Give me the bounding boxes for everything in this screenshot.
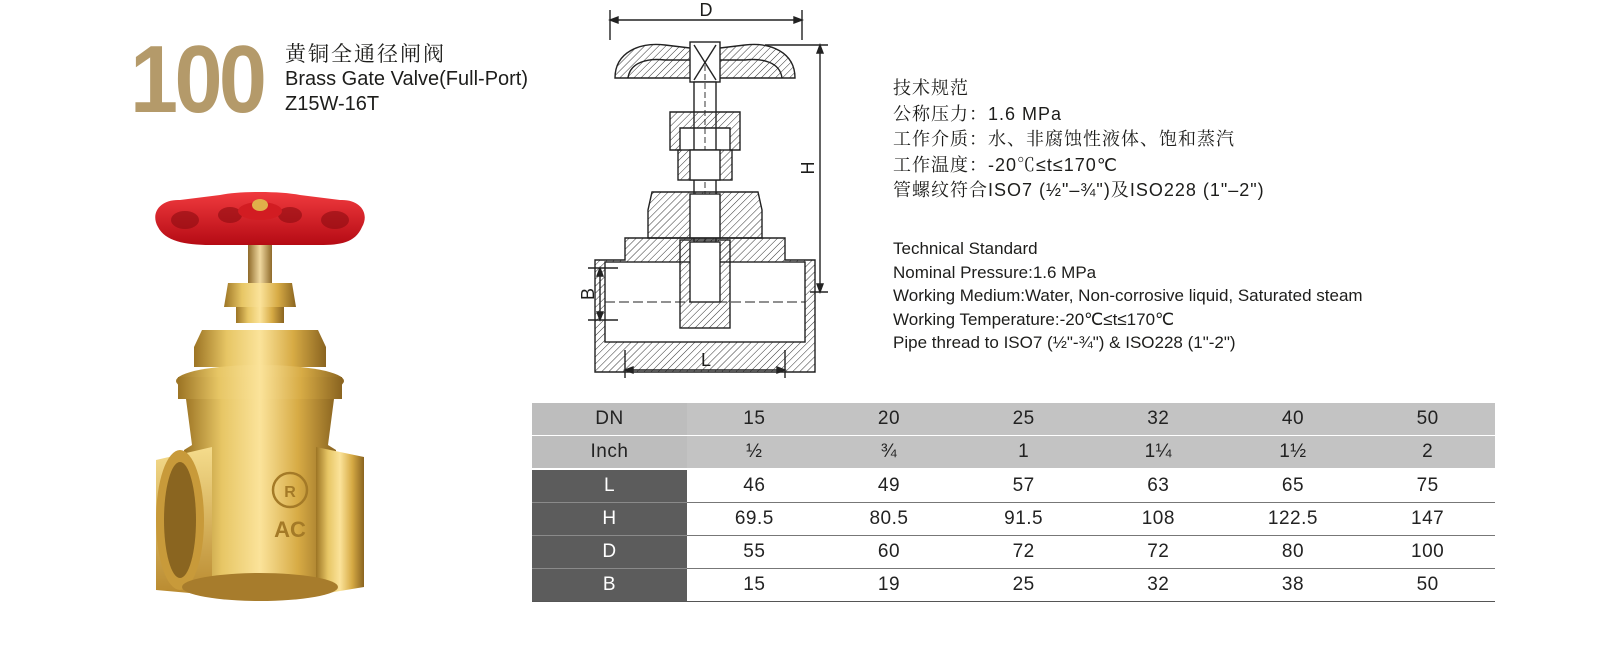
dimension-label-d: D xyxy=(699,0,713,20)
table-cell: 46 xyxy=(687,469,822,503)
table-cell: ½ xyxy=(687,436,822,470)
table-cell: 25 xyxy=(956,403,1091,436)
table-cell: 122.5 xyxy=(1226,503,1361,536)
svg-text:R: R xyxy=(284,484,296,501)
table-row-l xyxy=(532,469,1495,503)
table-row-b xyxy=(532,569,1495,602)
table-cell: 65 xyxy=(1226,469,1361,503)
table-cell: 2 xyxy=(1360,436,1495,470)
product-title-en: Brass Gate Valve(Full-Port) xyxy=(285,68,529,90)
spec-en-heading: Technical Standard xyxy=(893,239,1038,258)
table-cell: 69.5 xyxy=(687,503,822,536)
table-cell: 38 xyxy=(1226,569,1361,602)
model-code: Z15W-16T xyxy=(285,93,380,115)
row-label: H xyxy=(532,503,687,536)
table-cell: 91.5 xyxy=(956,503,1091,536)
spec-en-line: Working Temperature:-20℃≤t≤170℃ xyxy=(893,309,1175,329)
table-cell: 72 xyxy=(1091,536,1226,569)
spec-zh-line: 管螺纹符合ISO7 (½"–¾")及ISO228 (1"–2") xyxy=(893,180,1265,200)
table-cell: 55 xyxy=(687,536,822,569)
table-cell: 15 xyxy=(687,403,822,436)
table-cell: 80 xyxy=(1226,536,1361,569)
row-label: L xyxy=(532,469,687,503)
emblem-text: AC xyxy=(274,517,306,542)
table-cell: 20 xyxy=(822,403,957,436)
table-cell: 49 xyxy=(822,469,957,503)
table-cell: 1½ xyxy=(1226,436,1361,470)
spec-en-line: Working Medium:Water, Non-corrosive liquid, Saturated steam xyxy=(893,286,1363,305)
product-photo xyxy=(150,185,380,615)
table-cell: ¾ xyxy=(822,436,957,470)
row-label: Inch xyxy=(532,436,687,470)
table-cell: 60 xyxy=(822,536,957,569)
row-label: D xyxy=(532,536,687,569)
spec-en-line: Nominal Pressure:1.6 MPa xyxy=(893,262,1097,282)
table-cell: 57 xyxy=(956,469,1091,503)
row-label: DN xyxy=(532,403,687,436)
table-row-h xyxy=(532,503,1495,536)
table-cell: 108 xyxy=(1091,503,1226,536)
table-cell: 100 xyxy=(1360,536,1495,569)
spec-zh-line: 工作介质：水、非腐蚀性液体、饱和蒸汽 xyxy=(893,129,1235,149)
table-cell: 40 xyxy=(1226,403,1361,436)
table-cell: 75 xyxy=(1360,469,1495,503)
table-cell: 72 xyxy=(956,536,1091,569)
dimension-label-h: H xyxy=(798,161,818,175)
dimension-table xyxy=(532,403,1495,602)
table-row-d xyxy=(532,536,1495,569)
table-cell: 80.5 xyxy=(822,503,957,536)
product-title-block xyxy=(285,42,528,117)
spec-zh-heading: 技术规范 xyxy=(893,78,969,98)
spec-zh-line: 工作温度：-20℃≤t≤170℃ xyxy=(893,154,1119,175)
table-cell: 50 xyxy=(1360,569,1495,602)
table-cell: 63 xyxy=(1091,469,1226,503)
table-cell: 1 xyxy=(956,436,1091,470)
row-label: B xyxy=(532,569,687,602)
cross-section-drawing xyxy=(570,0,840,380)
table-cell: 50 xyxy=(1360,403,1495,436)
table-cell: 1¼ xyxy=(1091,436,1226,470)
dimension-label-l: L xyxy=(700,350,712,370)
table-cell: 19 xyxy=(822,569,957,602)
spec-en-block xyxy=(893,237,1363,355)
spec-zh-line: 公称压力：1.6 MPa xyxy=(893,103,1063,124)
table-cell: 147 xyxy=(1360,503,1495,536)
dimension-label-b: B xyxy=(578,287,598,301)
table-row-dn xyxy=(532,403,1495,436)
table-cell: 32 xyxy=(1091,403,1226,436)
table-row-inch xyxy=(532,436,1495,470)
spec-en-line: Pipe thread to ISO7 (½"-¾") & ISO228 (1"-2") xyxy=(893,333,1236,352)
spec-zh-block xyxy=(893,76,1265,204)
table-cell: 15 xyxy=(687,569,822,602)
table-cell: 25 xyxy=(956,569,1091,602)
model-number: 100 xyxy=(130,26,264,133)
product-title-zh: 黄铜全通径闸阀 xyxy=(285,43,446,66)
red-handwheel xyxy=(155,192,365,245)
table-cell: 32 xyxy=(1091,569,1226,602)
